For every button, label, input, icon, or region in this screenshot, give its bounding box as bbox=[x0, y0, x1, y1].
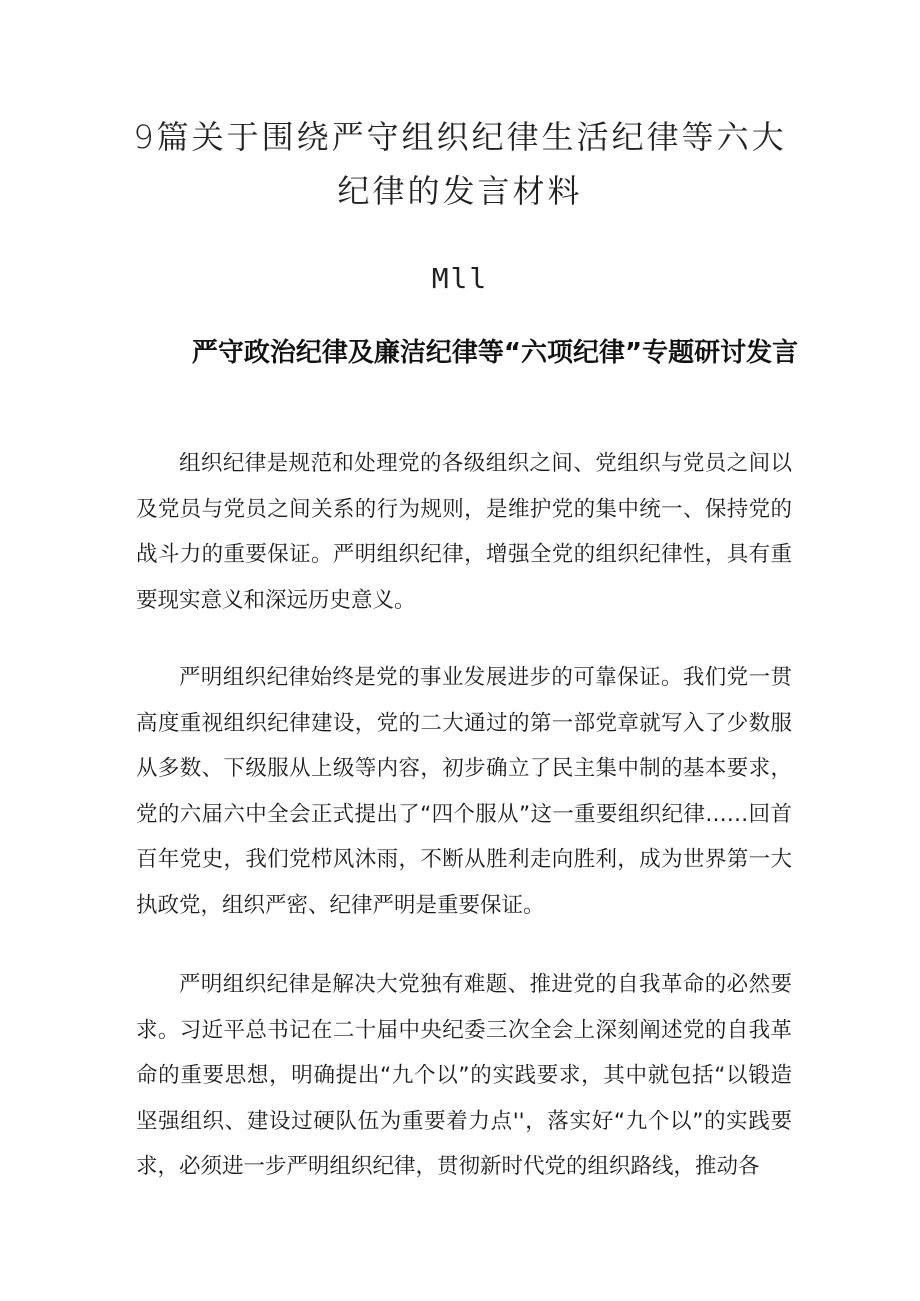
body-paragraph-3: 严明组织纪律是解决大党独有难题、推进党的自我革命的必然要求。习近平总书记在二十届中央纪委三次全会上深刻阐述党的自我革命的重要思想，明确提出“九个以”的实践要求，其中就包括“以锻造坚强组织、建设过硬队伍为重要着力点''，落实好“九个以”的实践要求，必须进一步严明组织纪律，贯彻新时代党的组织路线，推动各 bbox=[136, 972, 792, 1179]
document-title: 9篇关于围绕严守组织纪律生活纪律等六大纪律的发言材料 bbox=[133, 118, 787, 210]
body-paragraph-2: 严明组织纪律始终是党的事业发展进步的可靠保证。我们党一贯高度重视组织纪律建设，党的二大通过的第一部党章就写入了少数服从多数、下级服从上级等内容，初步确立了民主集中制的基本要求，党的六届六中全会正式提出了“四个服从”这一重要组织纪律……回首百年党史，我们党栉风沐雨，不断从胜利走向胜利，成为世界第一大执政党，组织严密、纪律严明是重要保证。 bbox=[136, 665, 792, 918]
section-heading: 严守政治纪律及廉洁纪律等“六项纪律”专题研讨发言 bbox=[191, 338, 799, 368]
section-marker: Mll bbox=[431, 262, 489, 295]
body-paragraph-1: 组织纪律是规范和处理党的各级组织之间、党组织与党员之间以及党员与党员之间关系的行为规则，是维护党的集中统一、保持党的战斗力的重要保证。严明组织纪律，增强全党的组织纪律性，具有重要现实意义和深远历史意义。 bbox=[136, 451, 792, 613]
